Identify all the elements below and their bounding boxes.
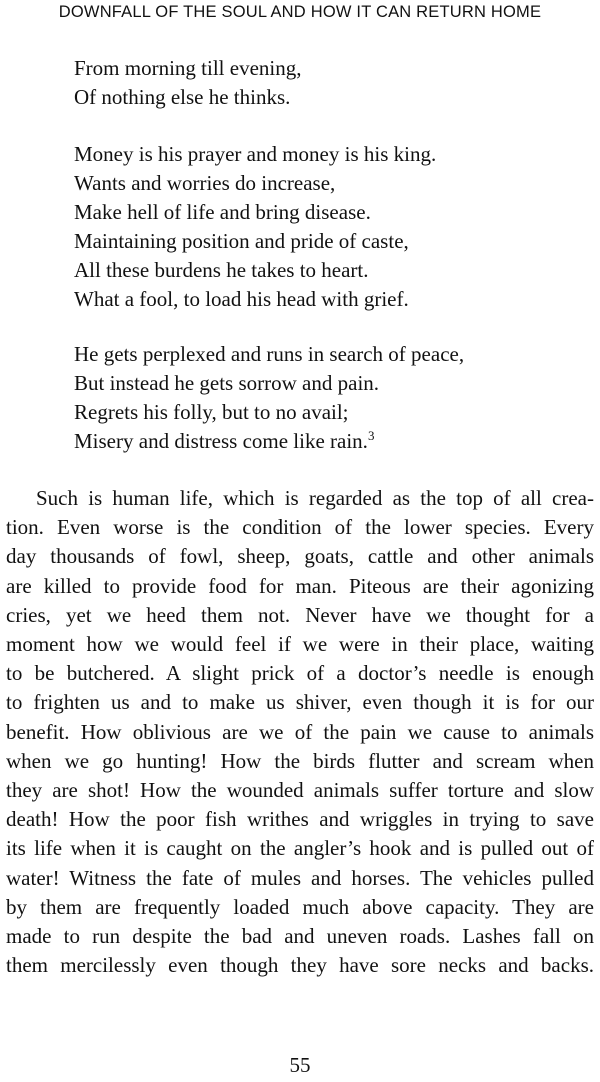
paragraph-line: Such is human life, which is regarded as the top of all crea- — [36, 486, 594, 510]
paragraph-line: benefit. How oblivious are we of the pain we cause to animals — [6, 719, 594, 744]
verse-line-last — [74, 427, 574, 456]
verse-stanza-2 — [74, 140, 574, 314]
paragraph-line: day thousands of fowl, sheep, goats, cattle and other animals — [6, 544, 594, 569]
verse-line: Regrets his folly, but to no avail; — [74, 400, 349, 424]
paragraph-line: they are shot! How the wounded animals suffer torture and slow — [6, 778, 594, 803]
verse-line: Make hell of life and bring disease. — [74, 200, 371, 224]
verse-line: He gets perplexed and runs in search of peace, — [74, 342, 465, 366]
verse-line: What a fool, to load his head with grief. — [74, 287, 409, 311]
paragraph-line: to frighten us and to make us shiver, even though it is for our — [6, 690, 594, 715]
paragraph-line: death! How the poor fish writhes and wriggles in trying to save — [6, 807, 594, 832]
verse-line: Money is his prayer and money is his king. — [74, 142, 437, 166]
running-header: DOWNFALL OF THE SOUL AND HOW IT CAN RETURN HOME — [58, 3, 542, 21]
verse-line: All these burdens he takes to heart. — [74, 258, 369, 282]
verse-line: From morning till evening, — [74, 56, 302, 80]
verse-line: Of nothing else he thinks. — [74, 85, 291, 109]
paragraph-line: its life when it is caught on the angler’s hook and is pulled out of — [6, 836, 594, 861]
footnote-marker: 3 — [367, 428, 375, 443]
paragraph-line: tion. Even worse is the condition of the lower species. Every — [6, 515, 594, 540]
verse-line: Maintaining position and pride of caste, — [74, 229, 409, 253]
paragraph-line: water! Witness the fate of mules and horses. The vehicles pulled — [6, 865, 594, 890]
paragraph-line: to be butchered. A slight prick of a doctor’s needle is enough — [6, 661, 594, 686]
paragraph-line: made to run despite the bad and uneven roads. Lashes fall on — [6, 924, 594, 949]
verse-line: Wants and worries do increase, — [74, 171, 336, 195]
page-number: 55 — [289, 1053, 311, 1077]
paragraph-line: cries, yet we heed them not. Never have we thought for a — [6, 602, 594, 627]
paragraph-line: by them are frequently loaded much above capacity. They are — [6, 894, 594, 919]
paragraph-line: when we go hunting! How the birds flutter and scream when — [6, 748, 594, 773]
verse-line-text: Misery and distress come like rain. — [74, 429, 368, 453]
body-paragraph — [6, 484, 594, 980]
verse-line: But instead he gets sorrow and pain. — [74, 371, 380, 395]
paragraph-line: them mercilessly even though they have sore necks and backs. — [6, 953, 594, 978]
verse-stanza-1 — [74, 54, 574, 112]
verse-stanza-3 — [74, 340, 574, 456]
paragraph-line: moment how we would feel if we were in their place, waiting — [6, 632, 594, 657]
paragraph-line: are killed to provide food for man. Piteous are their agonizing — [6, 573, 594, 598]
